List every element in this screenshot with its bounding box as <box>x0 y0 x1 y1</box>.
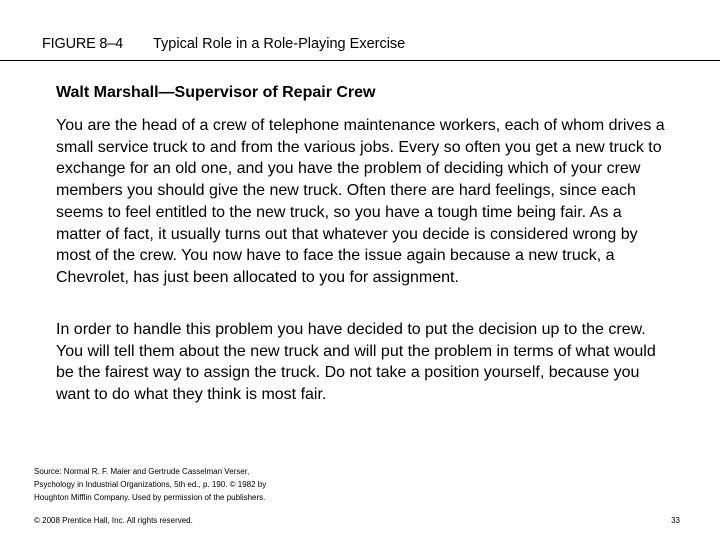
source-line-2: Psychology in Industrial Organizations, 5th ed., p. 190. © 1982 by <box>34 480 267 490</box>
source-line-3: Houghton Mifflin Company. Used by permission of the publishers. <box>34 493 266 503</box>
role-paragraph-1: You are the head of a crew of telephone maintenance workers, each of whom drives a small service truck to and from the various jobs. Every so often you get a new truck to exchange for an old one, and you have the problem of deciding which of your crew members you should give the new truck. Often there are hard feelings, since each seems to feel entitled to the new truck, so you have a tough time being fair. As a matter of fact, it usually turns out that whatever you decide is considered wrong by most of the crew. You now have to face the issue again because a new truck, a Chevrolet, has just been allocated to you for assignment. <box>56 117 665 286</box>
source-line-1: Source: Normal R. F. Maier and Gertrude Casselman Verser, <box>34 467 250 476</box>
figure-title: Typical Role in a Role-Playing Exercise <box>153 36 406 52</box>
role-paragraph-2: In order to handle this problem you have decided to put the decision up to the crew. You will tell them about the new truck and will put the problem in terms of what would be the fairest way to assign the truck. Do not take a position yourself, because you want to do what they think is most fair. <box>56 321 656 404</box>
source-citation <box>34 465 354 505</box>
figure-header <box>0 28 720 61</box>
copyright-notice: © 2008 Prentice Hall, Inc. All rights reserved. <box>34 516 193 525</box>
figure-number: FIGURE 8–4 <box>42 36 123 52</box>
role-title: Walt Marshall—Supervisor of Repair Crew <box>56 84 376 101</box>
page-number: 33 <box>671 516 680 525</box>
